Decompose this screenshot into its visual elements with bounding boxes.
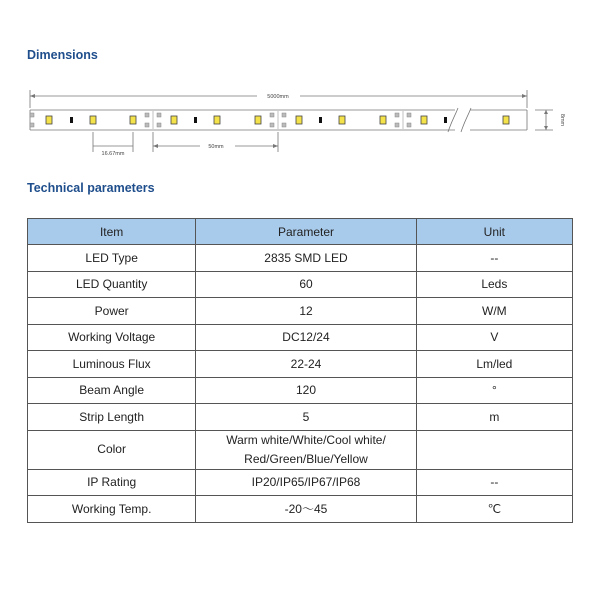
row-parameter: -20～45 [196,496,416,523]
row-parameter: 22-24 [196,351,416,378]
table-row [28,298,573,325]
row-item: IP Rating [28,469,196,496]
color-options-line-1: Warm white/White/Cool white/ [226,432,386,447]
dimensions-title: Dimensions [27,48,98,62]
table-header-row [28,219,573,245]
row-parameter: 60 [196,271,416,298]
width-label: 8mm [559,113,565,127]
row-unit: ° [416,377,572,404]
row-parameter: IP20/IP65/IP67/IP68 [196,469,416,496]
technical-parameters-title: Technical parameters [27,181,155,195]
table-row [28,430,573,469]
row-parameter: 2835 SMD LED [196,245,416,272]
table-row [28,404,573,431]
row-unit: Lm/led [416,351,572,378]
row-unit [416,430,572,469]
table-row [28,245,573,272]
row-unit: m [416,404,572,431]
row-parameter: 12 [196,298,416,325]
row-parameter: DC12/24 [196,324,416,351]
row-parameter: 120 [196,377,416,404]
table-row [28,271,573,298]
technical-parameters-table [27,218,573,523]
header-item: Item [28,219,196,245]
header-parameter: Parameter [196,219,416,245]
row-item: Strip Length [28,404,196,431]
row-item: Power [28,298,196,325]
row-item: LED Quantity [28,271,196,298]
row-unit: ℃ [416,496,572,523]
row-unit: W/M [416,298,572,325]
row-unit: Leds [416,271,572,298]
row-parameter [196,430,416,469]
row-unit: -- [416,469,572,496]
row-unit: -- [416,245,572,272]
row-item: Color [28,430,196,469]
row-item: Luminous Flux [28,351,196,378]
table-row [28,377,573,404]
row-item: LED Type [28,245,196,272]
row-parameter: 5 [196,404,416,431]
row-item: Working Voltage [28,324,196,351]
color-options-line-2: Red/Green/Blue/Yellow [244,451,368,466]
cut-length-label: 50mm [208,144,224,150]
header-unit: Unit [416,219,572,245]
row-item: Working Temp. [28,496,196,523]
table-row [28,469,573,496]
row-item: Beam Angle [28,377,196,404]
total-length-label: 5000mm [267,94,289,100]
pitch-label: 16.67mm [101,151,125,157]
table-row [28,351,573,378]
table-row [28,496,573,523]
row-unit: V [416,324,572,351]
led-strip-dimension-diagram [0,80,600,160]
table-row [28,324,573,351]
